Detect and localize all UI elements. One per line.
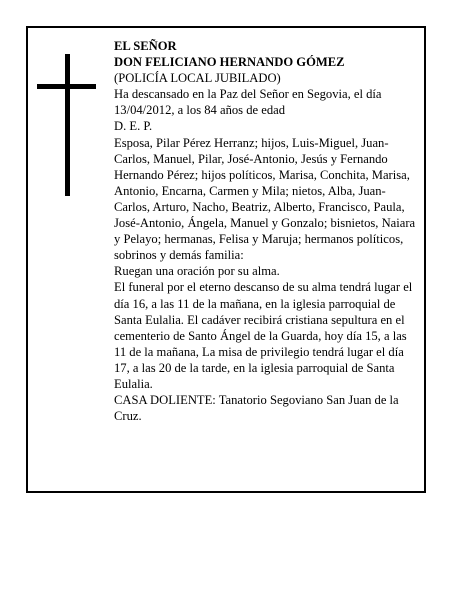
death-statement: Ha descansado en la Paz del Señor en Segovia, el día 13/04/2012, a los 84 años de edad [114, 87, 382, 118]
notice-title: EL SEÑOR [114, 39, 177, 53]
deceased-name: DON FELICIANO HERNANDO GÓMEZ [114, 55, 345, 70]
rip-line: D. E. P. [114, 119, 153, 134]
cross-icon [65, 54, 70, 196]
obituary-text [114, 38, 416, 424]
funeral-details: El funeral por el eterno descanso de su alma tendrá lugar el día 16, a las 11 de la mañana, en la iglesia parroquial de Santa Eulalia. El cadáver recibirá cristiana sepultura en el cementerio de Santo Ángel de la Guarda, hoy día 15, a las 11 de la mañana, La misa de privilegio tendrá lugar el día 17, a las 20 de la tarde, en la iglesia parroquial de Santa Eulalia. [114, 280, 413, 391]
mourning-house: CASA DOLIENTE: Tanatorio Segoviano San Juan de la Cruz. [114, 393, 399, 424]
prayer-request: Ruegan una oración por su alma. [114, 264, 280, 279]
deceased-role: (POLICÍA LOCAL JUBILADO) [114, 71, 281, 86]
family-list: Esposa, Pilar Pérez Herranz; hijos, Luis-Miguel, Juan-Carlos, Manuel, Pilar, José-Antonio, Jesús y Fernando Hernando Pérez; hijos políticos, Marisa, Conchita, Marisa, Antonio, Encarna, Carmen y Mila; nietos, Alba, Juan-Carlos, Arturo, Nacho, Beatriz, Alberto, Francisco, Paula, José-Antonio, Ángela, Manuel y Gonzalo; bisnietos, Naiara y Pelayo; hermanas, Felisa y Maruja; hermanos políticos, sobrinos y demás familia: [114, 135, 416, 263]
cross-icon-crossbar [37, 84, 96, 89]
